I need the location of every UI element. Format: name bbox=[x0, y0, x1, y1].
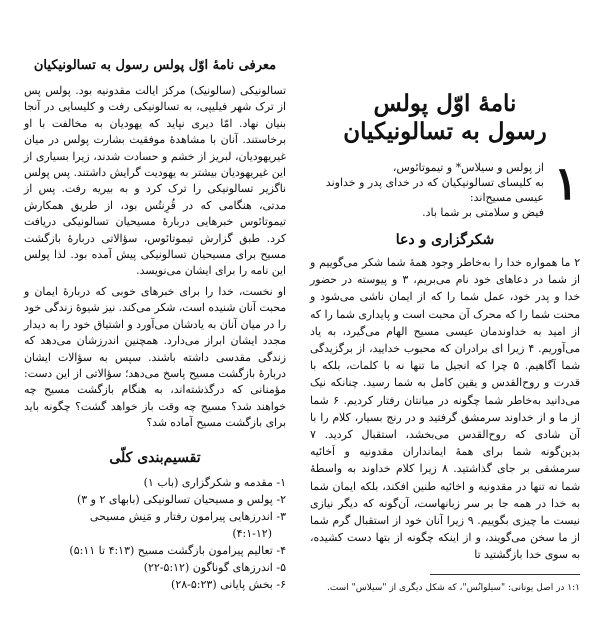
outline-item: (۴:۱-۱۲) bbox=[232, 526, 272, 540]
letter-body: ۲ ما همواره خدا را به‌خاطر وجود همهٔ شما شکر می‌گوییم و از شما در دعاهای خود نام می‌بریم، ۳ و پیوسته در حضور خدا و پدر خود، عمل شما را که از ایمان ناشی می‌شود و محنت شما را که محرک آن محبت است و پایداری شما را که از امید به خداوندمان عیسی مسیح الهام می‌گیرد، به یاد می‌آوریم. ۴ زیرا ای برادران که محبوب خدایید، از برگزیدگی شما آگاهیم. ۵ چرا که انجیل ما تنها نه با کلمات، بلکه با قدرت و روح‌القدس و یقین کامل به شما رسید. چنانکه نیک می‌دانید به‌خاطر شما چگونه در میانتان رفتار کردیم. ۶ شما از ما و از خداوند سرمشق گرفتید و در رنج بسیار، کلام را با آن شادی که روح‌القدس می‌بخشد، استقبال کردید. ۷ بدین‌گونه شما برای همهٔ ایمانداران مقدونیه و اَخائیه سرمشقی بر جای گذاشتید. ۸ زیرا کلام خداوند به واسطهٔ شما نه تنها در مقدونیه و اخائیه طنین افکند، بلکه ایمان شما به خدا در همه جا بر سر زبانهاست، آن‌گونه که دیگر نیازی نیست ما چیزی بگوییم. ۹ زیرا آنان خود از استقبال گرم شما از ما سخن می‌گویند، و از اینکه چگونه از بتها دست کشیده، به سوی خدا بازگشتید تا bbox=[310, 256, 581, 562]
letter-title bbox=[310, 90, 580, 146]
outline-item: ۵- اندرزهای گوناگون (۵:۱۲-۲۲) bbox=[143, 560, 286, 574]
introduction-title: معرفی نامهٔ اوّل پولس رسول به تسالونیکیان bbox=[33, 58, 277, 73]
greeting-line: عیسی مسیح‌اند: bbox=[469, 191, 544, 204]
footnote: ۱:۱ در اصل یونانی: "سیلوانُس"، که شکل دیگری از "سیلاس" است. bbox=[326, 583, 580, 593]
outline-title: تقسیم‌بندی کلّی bbox=[109, 449, 201, 466]
outline-item: ۳- اندرزهایی پیرامون رفتار و مَنِش مسیحی bbox=[89, 509, 286, 523]
outline-item: ۲- پولس و مسیحیان تسالونیکی (بابهای ۲ و ۳) bbox=[76, 492, 286, 506]
letter-title-line: نامهٔ اوّل پولس bbox=[373, 90, 517, 117]
outline-item: ۴- تعالیم پیرامون بازگشت مسیح (۴:۱۳ تا ۵:۱۱) bbox=[69, 543, 286, 557]
introduction-paragraph: تسالونیکی (سالونیک) مرکز ایالت مقدونیه بود. پولس پس از ترک شهر فیلیپی، به تسالونیکی رفت و کلیسایی در آنجا بنیان نهاد. امّا دیری نپاید که یهودیان به مخالفت با او برخاستند. آنان با مشاهدهٔ موفقیت بشارت پولس در میان غیریهودیان، لبریز از خشم و حسادت شدند، زیرا بسیاری از این غیریهودیان بیشتر به یهودیت گرایش داشتند. پس پولس ناگزیر تسالونیکی را ترک کرد و به بیریه رفت. پس از مدتی، هنگامی که در قُرِنتُس بود، از طریق همکارش تیموتائوس خبرهایی دربارهٔ مسیحیان تسالونیکی دریافت کرد. طبق گزارش تیموتائوس، سؤالاتی دربارهٔ بازگشت مسیح برای مسیحیان تسالونیکی پیش آمده بود. لذا پولس این نامه را برای ایشان می‌نویسد. bbox=[24, 84, 286, 278]
letter-column bbox=[310, 72, 580, 564]
letter-title-line: رسول به تسالونیکیان bbox=[343, 118, 547, 145]
greeting-line: به کلیسای تسالونیکیان که در خدای پدر و خداوند bbox=[325, 176, 544, 189]
outline-item: ۶- بخش پایانی (۵:۲۳-۲۸) bbox=[171, 577, 286, 591]
greeting-line: از پولس و سیلاس* و تیموتائوس، bbox=[392, 161, 544, 174]
chapter-number: ۱ bbox=[553, 156, 579, 210]
footnote-divider bbox=[430, 574, 580, 575]
greeting-line: فیض و سلامتی بر شما باد. bbox=[422, 206, 544, 219]
greeting-block bbox=[310, 156, 580, 220]
introduction-paragraph: او نخست، خدا را برای خبرهای خوبی که دربارهٔ ایمان و محبت آنان شنیده است، شکر می‌کند. نیز شیوهٔ زندگی خود را در میان آنان به یادشان می‌آورد و اشتیاق خود را به دیدار مجدد ایشان ابراز می‌دارد. همچنین اندرزشان می‌دهد که زندگی مقدسی داشته باشند. سپس به سؤالات ایشان دربارهٔ بازگشت مسیح پاسخ می‌دهد؛ سؤالاتی از این دست: مؤمنانی که درگذشته‌اند، به هنگام بازگشت مسیح چه خواهند شد؟ مسیح چه وقت باز خواهد گشت؟ چگونه باید برای بازگشت مسیح آماده شد؟ bbox=[24, 284, 286, 430]
introduction-column bbox=[24, 58, 286, 593]
outline-list bbox=[24, 474, 286, 593]
section-heading: شکرگزاری و دعا bbox=[395, 232, 495, 248]
outline-item: ۱- مقدمه و شکرگزاری (باب ۱) bbox=[143, 475, 286, 489]
